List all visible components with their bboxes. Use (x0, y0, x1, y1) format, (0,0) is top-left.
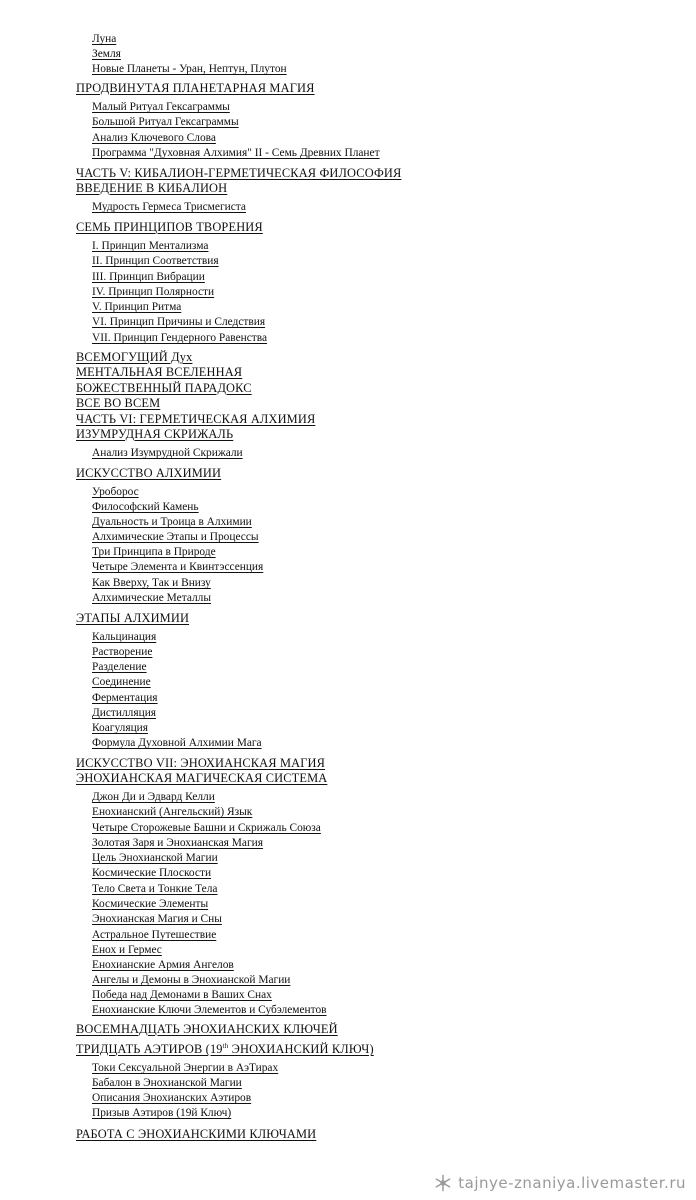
toc-item-link[interactable] (92, 48, 121, 60)
toc-text: Тело Света и Тонкие Тела (92, 883, 218, 895)
toc-text: ЭНОХИАНСКАЯ МАГИЧЕСКАЯ СИСТЕМА (76, 771, 328, 785)
toc-item-link[interactable] (92, 661, 147, 673)
toc-text: I. Принцип Ментализма (92, 240, 209, 252)
toc-item-link[interactable] (92, 707, 156, 719)
toc-item-link[interactable] (92, 1107, 231, 1119)
toc-text: Золотая Заря и Энохианская Магия (92, 837, 263, 849)
toc-item-link[interactable] (92, 692, 158, 704)
toc-text: Описания Энохианских Аэтиров (92, 1092, 252, 1104)
toc-text: БОЖЕСТВЕННЫЙ ПАРАДОКС (76, 381, 252, 395)
toc-text: Три Принципа в Природе (92, 546, 216, 558)
toc-text: VI. Принцип Причины и Следствия (92, 316, 266, 328)
toc-item-link[interactable] (92, 1062, 278, 1074)
toc-text: Дистилляция (92, 707, 157, 719)
toc-text: Победа над Демонами в Ваших Снах (92, 989, 272, 1001)
toc-item-link[interactable] (92, 286, 214, 298)
toc-heading-link[interactable] (76, 381, 252, 396)
toc-item-link[interactable] (92, 546, 216, 558)
toc-text: СЕМЬ ПРИНЦИПОВ ТВОРЕНИЯ (76, 220, 263, 234)
toc-text: Четыре Сторожевые Башни и Скрижаль Союза (92, 822, 321, 834)
toc-item-link[interactable] (92, 959, 234, 971)
toc-text: Цель Энохианской Магии (92, 852, 218, 864)
toc-text: Новые Планеты - Уран, Нептун, Плутон (92, 63, 287, 75)
toc-text: Земля (92, 48, 121, 60)
toc-heading-link[interactable] (76, 611, 189, 626)
toc-item-link[interactable] (92, 883, 217, 895)
toc-item-link[interactable] (92, 516, 252, 528)
toc-item-link[interactable] (92, 592, 211, 604)
toc-item-link[interactable] (92, 929, 216, 941)
toc-text: III. Принцип Вибрации (92, 271, 205, 283)
toc-text: Космические Элементы (92, 898, 209, 910)
toc-heading-link[interactable] (76, 427, 233, 442)
toc-item-link[interactable] (92, 316, 265, 328)
toc-text: ЭТАПЫ АЛХИМИИ (76, 611, 190, 625)
toc-item-link[interactable] (92, 867, 211, 879)
toc-text: Малый Ритуал Гексаграммы (92, 101, 230, 113)
toc-text: Разделение (92, 661, 147, 673)
toc-item-link[interactable] (92, 447, 243, 459)
toc-text: ВОСЕМНАДЦАТЬ ЭНОХИАНСКИХ КЛЮЧЕЙ (76, 1022, 338, 1036)
toc-text: II. Принцип Соответствия (92, 255, 219, 267)
toc-text: Дуальность и Троица в Алхимии (92, 516, 252, 528)
toc-heading-link[interactable] (76, 220, 263, 235)
toc-item-link[interactable] (92, 1004, 327, 1016)
toc-text: ИСКУССТВО АЛХИМИИ (76, 466, 222, 480)
toc-text: ИСКУССТВО VII: ЭНОХИАНСКАЯ МАГИЯ (76, 756, 326, 770)
toc-item-link[interactable] (92, 676, 151, 688)
toc-text: Анализ Изумрудной Скрижали (92, 447, 243, 459)
toc-text: Четыре Элемента и Квинтэссенция (92, 561, 264, 573)
toc-item-link[interactable] (92, 944, 162, 956)
toc-item-link[interactable] (92, 486, 139, 498)
toc-item-link[interactable] (92, 63, 287, 75)
toc-item-link[interactable] (92, 837, 263, 849)
toc-item-link[interactable] (92, 631, 156, 643)
toc-text: МЕНТАЛЬНАЯ ВСЕЛЕННАЯ (76, 365, 243, 379)
toc-heading-link[interactable] (76, 756, 325, 771)
toc-item-link[interactable] (92, 913, 222, 925)
toc-heading-link[interactable] (76, 1042, 374, 1057)
toc-text: Астральное Путешествие (92, 929, 217, 941)
toc-text: Анализ Ключевого Слова (92, 132, 216, 144)
toc-text: IV. Принцип Полярности (92, 286, 215, 298)
toc-item-link[interactable] (92, 255, 219, 267)
toc-superscript: th (222, 1041, 229, 1050)
toc-text: Ферментация (92, 692, 158, 704)
toc-text: ТРИДЦАТЬ АЭТИРОВ (19 (76, 1042, 223, 1056)
watermark-text: tajnye-znaniya.livemaster.ru (458, 1174, 686, 1192)
toc-item-link[interactable] (92, 101, 230, 113)
toc-item-link[interactable] (92, 806, 252, 818)
toc-text: Мудрость Гермеса Трисмегиста (92, 201, 246, 213)
toc-heading-link[interactable] (76, 81, 315, 96)
toc-item-link[interactable] (92, 974, 290, 986)
toc-text: ПРОДВИНУТАЯ ПЛАНЕТАРНАЯ МАГИЯ (76, 81, 315, 95)
toc-text: Бабалон в Энохианской Магии (92, 1077, 242, 1089)
toc-text: Токи Сексуальной Энергии в АэТирах (92, 1062, 279, 1074)
toc-item-link[interactable] (92, 301, 181, 313)
toc-text: Формула Духовной Алхимии Мага (92, 737, 262, 749)
toc-item-link[interactable] (92, 332, 267, 344)
toc-item-link[interactable] (92, 898, 208, 910)
toc-text: Призыв Аэтиров (19й Ключ) (92, 1107, 232, 1119)
toc-item-link[interactable] (92, 737, 262, 749)
toc-text: Растворение (92, 646, 153, 658)
toc-text: Энохианская Магия и Сны (92, 913, 222, 925)
toc-text: VII. Принцип Гендерного Равенства (92, 332, 268, 344)
toc-text: V. Принцип Ритма (92, 301, 182, 313)
toc-text: Кальцинация (92, 631, 157, 643)
toc-heading-link[interactable] (76, 166, 401, 181)
toc-text: РАБОТА С ЭНОХИАНСКИМИ КЛЮЧАМИ (76, 1127, 317, 1141)
toc-text: ВВЕДЕНИЕ В КИБАЛИОН (76, 181, 228, 195)
toc-heading-link[interactable] (76, 1022, 338, 1037)
toc-text: Луна (92, 33, 117, 45)
toc-heading-link[interactable] (76, 350, 192, 365)
toc-text: ЧАСТЬ V: КИБАЛИОН-ГЕРМЕТИЧЕСКАЯ ФИЛОСОФИЯ (76, 166, 402, 180)
toc-item-link[interactable] (92, 852, 218, 864)
toc-item-link[interactable] (92, 722, 148, 734)
toc-text: ВСЕМОГУЩИЙ Дух (76, 350, 193, 364)
toc-item-link[interactable] (92, 822, 321, 834)
toc-heading-link[interactable] (76, 396, 160, 411)
toc-text: Енохианский (Ангельский) Язык (92, 806, 253, 818)
toc-heading-link[interactable] (76, 771, 327, 786)
toc-item-link[interactable] (92, 501, 199, 513)
toc-item-link[interactable] (92, 33, 116, 45)
toc-text: Алхимические Этапы и Процессы (92, 531, 259, 543)
toc-item-link[interactable] (92, 531, 259, 543)
toc-item-link[interactable] (92, 561, 263, 573)
toc-text: Алхимические Металлы (92, 592, 211, 604)
toc-text: Программа "Духовная Алхимия" II - Семь Древних Планет (92, 147, 380, 159)
toc-text: Космические Плоскости (92, 867, 212, 879)
toc-item-link[interactable] (92, 147, 380, 159)
toc-item-link[interactable] (92, 132, 216, 144)
toc-text: Енохианские Ключи Элементов и Субэлементов (92, 1004, 327, 1016)
toc-heading-link[interactable] (76, 1127, 316, 1142)
toc-text: Ангелы и Демоны в Энохианской Магии (92, 974, 291, 986)
toc-text: Большой Ритуал Гексаграммы (92, 116, 239, 128)
toc-heading-link[interactable] (76, 181, 227, 196)
toc-heading-link[interactable] (76, 365, 242, 380)
toc-item-link[interactable] (92, 646, 152, 658)
toc-text: ЧАСТЬ VI: ГЕРМЕТИЧЕСКАЯ АЛХИМИЯ (76, 412, 316, 426)
toc-heading-link[interactable] (76, 466, 221, 481)
toc-text: Философский Камень (92, 501, 199, 513)
toc-text: Как Вверху, Так и Внизу (92, 577, 211, 589)
toc-item-link[interactable] (92, 1092, 251, 1104)
toc-text: Джон Ди и Эдвард Келли (92, 791, 215, 803)
toc-heading-link[interactable] (76, 412, 315, 427)
toc-item-link[interactable] (92, 201, 246, 213)
toc-text: ВСЕ ВО ВСЕМ (76, 396, 161, 410)
toc-item-link[interactable] (92, 577, 211, 589)
toc-item-link[interactable] (92, 271, 205, 283)
toc-item-link[interactable] (92, 240, 208, 252)
toc-item-link[interactable] (92, 791, 215, 803)
watermark (434, 1174, 686, 1192)
toc-item-link[interactable] (92, 1077, 242, 1089)
toc-text: ИЗУМРУДНАЯ СКРИЖАЛЬ (76, 427, 234, 441)
toc-item-link[interactable] (92, 989, 272, 1001)
snowflake-icon (434, 1174, 452, 1192)
toc-text: Соединение (92, 676, 151, 688)
toc-text: Енох и Гермес (92, 944, 162, 956)
toc-text: Уроборос (92, 486, 139, 498)
toc-text: Коагуляция (92, 722, 149, 734)
toc-item-link[interactable] (92, 116, 239, 128)
toc-text-tail: ЭНОХИАНСКИЙ КЛЮЧ) (228, 1042, 374, 1056)
toc-text: Енохианские Армия Ангелов (92, 959, 234, 971)
